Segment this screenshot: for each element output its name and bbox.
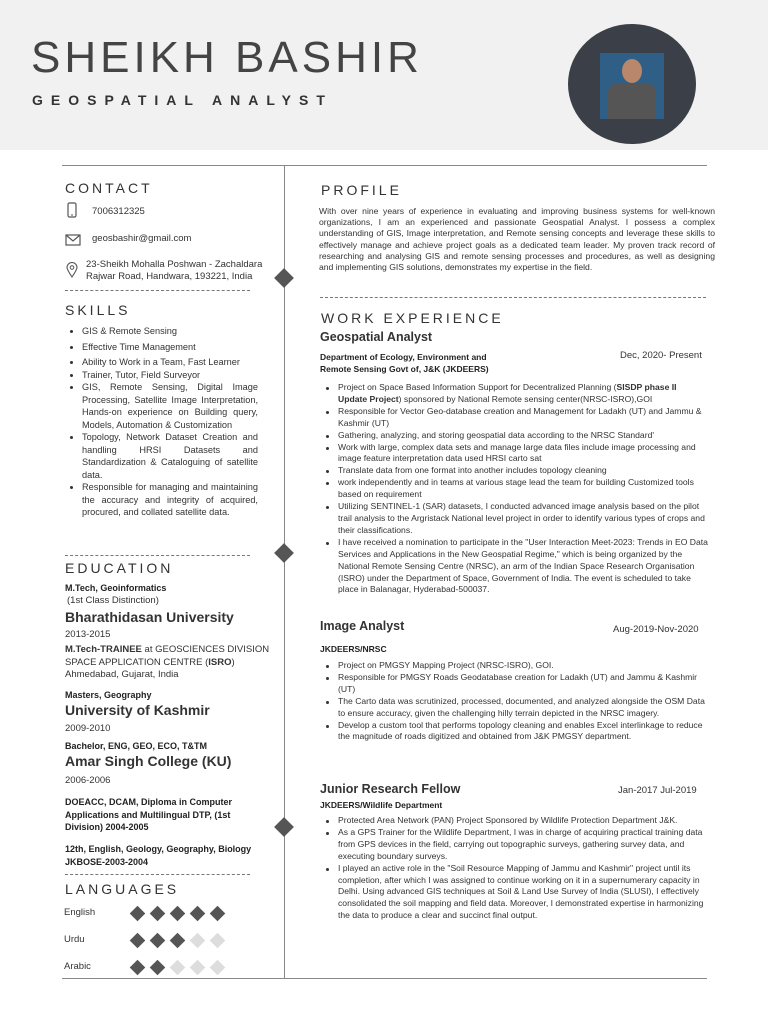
divider-diamond (274, 543, 294, 563)
job2-bullet: Responsible for PMGSY Roads Geodatabase creation for Ladakh (UT) and Jammu & Kashmir (UT) (322, 672, 708, 696)
job1-bullet (322, 382, 708, 406)
edu-mtech-university: Bharathidasan University (65, 609, 234, 625)
skills-heading: SKILLS (65, 302, 131, 318)
job2-bullet: Project on PMGSY Mapping Project (NRSC-ISRO), GOI. (322, 660, 708, 672)
language-rating (130, 933, 230, 947)
rating-filled-diamond (130, 960, 146, 976)
rating-empty-diamond (210, 960, 226, 976)
job2-org: JKDEERS/NRSC (320, 644, 387, 654)
edu-masters-years: 2009-2010 (65, 723, 111, 734)
section-divider (65, 290, 250, 291)
contact-phone: 7006312325 (92, 206, 145, 217)
trainee-label: M.Tech-TRAINEE (65, 644, 142, 655)
edu-mtech-note: (1st Class Distinction) (67, 595, 159, 606)
divider-diamond (274, 817, 294, 837)
divider-diamond (274, 268, 294, 288)
address-line-1: 23-Sheikh Mohalla Poshwan - Zachaldara (86, 259, 263, 270)
education-heading: EDUCATION (65, 560, 174, 576)
job2-date: Aug-2019-Nov-2020 (613, 624, 699, 635)
language-rating (130, 960, 230, 974)
job3-title: Junior Research Fellow (320, 782, 461, 796)
job1-bullet: Translate data from one format into another includes topology cleaning (322, 465, 708, 477)
rating-empty-diamond (210, 933, 226, 949)
edu-twelfth: 12th, English, Geology, Geography, Biology JKBOSE-2003-2004 (65, 844, 252, 867)
language-name: Arabic (64, 961, 91, 972)
job1-bullet-text: ) sponsored by National Remote sensing center(NRSC-ISRO),GOI (398, 393, 653, 404)
skill-item: Trainer, Tutor, Field Surveyor (66, 369, 258, 382)
job1-title: Geospatial Analyst (320, 330, 433, 344)
language-name: English (64, 907, 96, 918)
contact-address (86, 259, 262, 283)
job2-bullets (322, 660, 708, 743)
skill-item: Effective Time Management (66, 341, 258, 354)
job2-title: Image Analyst (320, 619, 405, 633)
edu-bachelor-degree: Bachelor, ENG, GEO, ECO, T&TM (65, 741, 208, 751)
rating-filled-diamond (150, 906, 166, 922)
skill-item: GIS & Remote Sensing (66, 325, 258, 338)
rating-filled-diamond (210, 906, 226, 922)
job1-bullet-bold: SISDP phase II Update Project (338, 382, 677, 404)
candidate-title: GEOSPATIAL ANALYST (32, 92, 333, 108)
skills-list (66, 325, 258, 519)
languages-heading: LANGUAGES (65, 881, 180, 897)
job1-bullet: Gathering, analyzing, and storing geospatial data according to the NRSC Standard' (322, 430, 708, 442)
skill-item: Responsible for managing and maintaining the accuracy and integrity of acquired, procured, and collated satellite data. (66, 481, 258, 519)
job3-bullets (322, 815, 708, 922)
bottom-divider (62, 978, 707, 979)
section-divider (65, 555, 250, 556)
edu-doeacc: DOEACC, DCAM, Diploma in Computer Applications and Multilingual DTP, (1st Division) 2004-2005 (65, 797, 233, 832)
job1-bullet: work independently and in teams at various stage lead the team for building Customized tools based on requirement (322, 477, 708, 501)
job3-bullet: As a GPS Trainer for the Wildlife Department, I was in charge of acquiring practical training data from GPS devices in the field, carrying out topographic surveys, gathering survey data, and executing boundary surveys. (322, 827, 708, 863)
edu-masters-degree: Masters, Geography (65, 690, 152, 700)
rating-empty-diamond (190, 933, 206, 949)
skill-item: Topology, Network Dataset Creation and handling HRSI Datasets and Standardization & Cataloguing of satellite data. (66, 431, 258, 481)
job1-org: Department of Ecology, Environment and Remote Sensing Govt of, J&K (JKDEERS) (320, 352, 489, 374)
skill-item: GIS, Remote Sensing, Digital Image Processing, Satellite Image Interpretation, Hands-on experience on Building query, Models, Automation & Customization (66, 381, 258, 431)
rating-filled-diamond (150, 933, 166, 949)
trainee-close: ) (231, 656, 235, 668)
location-pin-icon (66, 262, 78, 281)
phone-icon (67, 202, 77, 221)
rating-filled-diamond (170, 933, 186, 949)
rating-filled-diamond (170, 906, 186, 922)
work-heading: WORK EXPERIENCE (321, 310, 504, 326)
top-divider (62, 165, 707, 166)
job1-bullet: Utilizing SENTINEL-1 (SAR) datasets, I conducted advanced image analysis based on the pilot trail analysis to the Argristack National level project in order to identify various types of crops and their classifications. (322, 501, 708, 537)
edu-masters-university: University of Kashmir (65, 702, 210, 718)
language-rating (130, 906, 230, 920)
job3-bullet: Protected Area Network (PAN) Project Sponsored by Wildlife Protection Department J&K. (322, 815, 708, 827)
job1-bullets (322, 382, 708, 596)
profile-text: With over nine years of experience in evaluating and improving business systems for well-known organizations, I am an experienced and passionate Geospatial Analyst. I possess a complex understanding of GIS, Image interpretation, and Remote sensing concepts and leverage these skills to effectively manage and achieve project goals as a dedicated team leader. My proven track record of researching and analysing GIS and remote sensing processes and procedures, as well as designing and implementing GIS solutions, demonstrates my expertise in the field. (319, 206, 715, 273)
job2-bullet: Develop a custom tool that performs topology cleaning and enables Excel interlinkage to reduce the magnitude of roads digitized and obtained from J&K PMGSY department. (322, 720, 708, 744)
rating-filled-diamond (150, 960, 166, 976)
job1-bullet: I have received a nomination to participate in the "User Interaction Meet-2023: Trends in EO Data Services and Applications in the New Geospatial Regime," which is being organized by the National Remote Sensing Centre (NRSC), an arm of the Indian Space Research Organisation (ISRO) under the Department of Space, Government of India. The event is scheduled to take place in Balanagar, Hyderabad-500037. (322, 537, 708, 597)
profile-photo (600, 53, 664, 119)
job1-bullet-text: Project on Space Based Information Support for Decentralized Planning ( (338, 382, 617, 392)
trainee-text: at GEOSCIENCES DIVISION SPACE APPLICATION CENTRE ( (65, 644, 270, 668)
job3-date: Jan-2017 Jul-2019 (618, 785, 697, 796)
job1-bullet: Work with large, complex data sets and manage large data files include image processing and image feature interpretation data used HRSI carto sat (322, 442, 708, 466)
section-divider (320, 297, 706, 298)
rating-empty-diamond (190, 960, 206, 976)
rating-empty-diamond (170, 960, 186, 976)
job2-bullet: The Carto data was scrutinized, processed, documented, and analyzed alongside the OSM Data to ensure accuracy, given the challenging hilly terrain depicted in the NRSC imagery. (322, 696, 708, 720)
rating-filled-diamond (190, 906, 206, 922)
job3-bullet: I played an active role in the "Soil Resource Mapping of Jammu and Kashmir" project until its completion, after which I was assigned to continue working on it in a supernumerary capacity in Delhi. Using advanced GIS techniques at Soil & Land Use Survey of India (SLUSI), I effectively consolidated the soil mapping and field data. Moreover, I demonstrated expertise in harmonizing the data to produce a clear and succinct final output. (322, 863, 708, 923)
edu-trainee (65, 644, 280, 682)
trainee-isro: ISRO (208, 656, 232, 668)
email-icon (65, 233, 81, 249)
address-line-2: Rajwar Road, Handwara, 193221, India (86, 271, 253, 282)
profile-heading: PROFILE (321, 182, 402, 198)
job3-org: JKDEERS/Wildlife Department (320, 800, 443, 810)
language-name: Urdu (64, 934, 85, 945)
contact-email: geosbashir@gmail.com (92, 233, 192, 244)
edu-mtech-years: 2013-2015 (65, 629, 111, 640)
skill-item: Ability to Work in a Team, Fast Learner (66, 356, 258, 369)
section-divider (65, 874, 250, 875)
rating-filled-diamond (130, 933, 146, 949)
rating-filled-diamond (130, 906, 146, 922)
edu-mtech-degree: M.Tech, Geoinformatics (65, 583, 167, 593)
job1-date: Dec, 2020- Present (620, 350, 702, 361)
job1-bullet: Responsible for Vector Geo-database creation and Management for Ladakh (UT) and Jammu & Kashmir (UT) (322, 406, 708, 430)
edu-bachelor-college: Amar Singh College (KU) (65, 753, 232, 769)
trainee-place: Ahmedabad, Gujarat, India (65, 669, 179, 680)
edu-bachelor-years: 2006-2006 (65, 775, 111, 786)
candidate-name: SHEIKH BASHIR (31, 33, 423, 82)
contact-heading: CONTACT (65, 180, 153, 196)
